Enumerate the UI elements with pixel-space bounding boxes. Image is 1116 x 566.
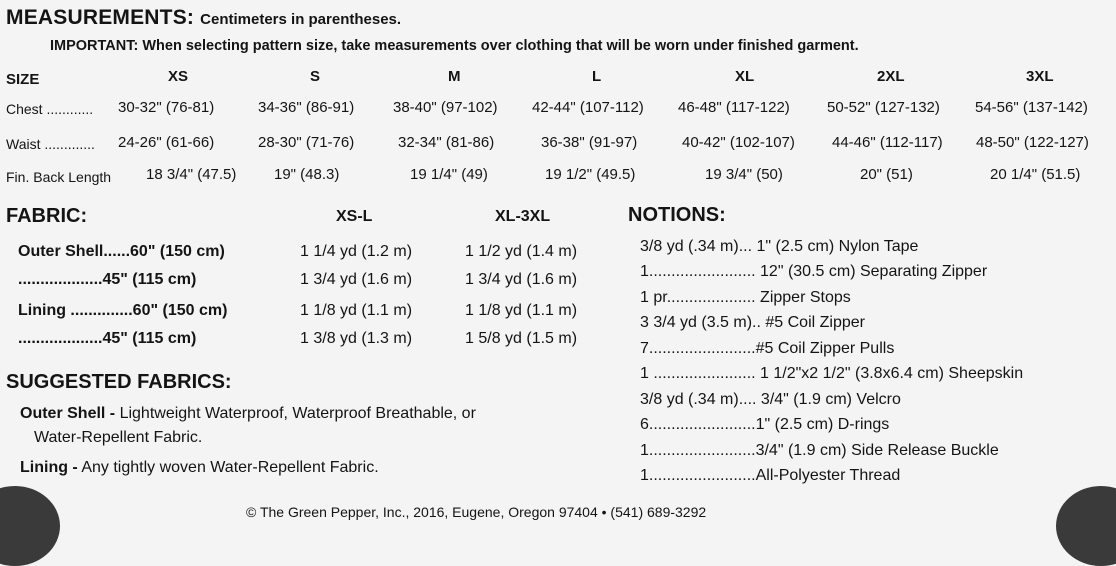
size-3xl: 3XL <box>1026 68 1054 85</box>
waist-xs: 24-26" (61-66) <box>118 134 215 151</box>
fabric-row-name: Outer Shell...... <box>18 243 131 260</box>
waist-m: 32-34" (81-86) <box>398 134 495 151</box>
size-xs: XS <box>168 68 189 85</box>
notion-item-9: 1........................3/4" (1.9 cm) Side Release Buckle <box>640 442 999 459</box>
fabric-title: FABRIC: <box>6 205 88 227</box>
chest-s: 34-36" (86-91) <box>258 99 355 116</box>
chest-3xl: 54-56" (137-142) <box>975 99 1088 116</box>
size-label: SIZE <box>6 71 40 88</box>
fabric-outer-45-xs: 1 3/4 yd (1.6 m) <box>300 271 413 288</box>
suggested-lining <box>20 459 379 477</box>
notion-item-1: 3/8 yd (.34 m)... 1" (2.5 cm) Nylon Tape <box>640 238 919 255</box>
back-m: 19 1/4" (49) <box>410 166 488 183</box>
size-l: L <box>592 68 602 85</box>
paper-edge-left <box>0 486 60 566</box>
paper-edge-right <box>1056 486 1116 566</box>
fabric-row-width: 45" (115 cm) <box>102 271 197 288</box>
back-xl: 19 3/4" (50) <box>705 166 783 183</box>
chest-xs: 30-32" (76-81) <box>118 99 215 116</box>
back-l: 19 1/2" (49.5) <box>545 166 636 183</box>
measurements-heading: MEASUREMENTS: <box>6 6 195 29</box>
fabric-row-outer-45 <box>18 271 196 289</box>
notion-item-2: 1........................ 12" (30.5 cm) Separating Zipper <box>640 263 988 280</box>
waist-label: Waist ............. <box>6 136 95 152</box>
suggested-lining-label: Lining - <box>20 459 78 476</box>
notion-item-5: 7........................#5 Coil Zipper Pulls <box>640 340 895 357</box>
suggested-outer-label: Outer Shell - <box>20 405 116 422</box>
chest-l: 42-44" (107-112) <box>532 99 644 116</box>
fabric-lining-60-xs: 1 1/8 yd (1.1 m) <box>300 302 413 319</box>
notion-item-4: 3 3/4 yd (3.5 m).. #5 Coil Zipper <box>640 314 865 331</box>
fabric-row-width: 60" (150 cm) <box>130 243 225 260</box>
fabric-lining-60-xl: 1 1/8 yd (1.1 m) <box>465 302 578 319</box>
fabric-row-name: ................... <box>18 330 103 347</box>
fabric-lining-45-xl: 1 5/8 yd (1.5 m) <box>465 330 578 347</box>
notions-title: NOTIONS: <box>628 204 726 226</box>
suggested-lining-text: Any tightly woven Water-Repellent Fabric. <box>81 459 379 476</box>
fabric-row-outer-60 <box>18 243 225 261</box>
suggested-outer-text2: Water-Repellent Fabric. <box>34 429 203 446</box>
fabric-outer-45-xl: 1 3/4 yd (1.6 m) <box>465 271 578 288</box>
chest-m: 38-40" (97-102) <box>393 99 498 116</box>
notion-item-10: 1........................All-Polyester Thread <box>640 467 901 484</box>
fabric-row-name: ................... <box>18 271 103 288</box>
back-3xl: 20 1/4" (51.5) <box>990 166 1081 183</box>
waist-xl: 40-42" (102-107) <box>682 134 795 151</box>
notion-item-3: 1 pr.................... Zipper Stops <box>640 289 851 306</box>
fabric-row-lining-45 <box>18 330 196 348</box>
fabric-row-width: 60" (150 cm) <box>132 302 228 319</box>
notion-item-6: 1 ....................... 1 1/2"x2 1/2" (3.8x6.4 cm) Sheepskin <box>640 365 1024 382</box>
fabric-col-xl-3xl: XL-3XL <box>495 208 551 225</box>
suggested-outer <box>20 405 476 423</box>
size-m: M <box>448 68 461 85</box>
back-xs: 18 3/4" (47.5) <box>146 166 237 183</box>
fabric-lining-45-xs: 1 3/8 yd (1.3 m) <box>300 330 413 347</box>
notion-item-7: 3/8 yd (.34 m).... 3/4" (1.9 cm) Velcro <box>640 391 901 408</box>
size-s: S <box>310 68 321 85</box>
footer-copyright: © The Green Pepper, Inc., 2016, Eugene, Oregon 97404 • (541) 689-3292 <box>246 504 707 520</box>
fabric-row-name: Lining .............. <box>18 302 133 319</box>
waist-3xl: 48-50" (122-127) <box>976 134 1089 151</box>
fabric-outer-60-xl: 1 1/2 yd (1.4 m) <box>465 243 578 260</box>
chest-xl: 46-48" (117-122) <box>678 99 790 116</box>
waist-2xl: 44-46" (112-117) <box>832 134 943 151</box>
back-2xl: 20" (51) <box>860 166 913 183</box>
waist-l: 36-38" (91-97) <box>541 134 638 151</box>
notion-item-8: 6........................1" (2.5 cm) D-rings <box>640 416 890 433</box>
waist-s: 28-30" (71-76) <box>258 134 355 151</box>
measurements-title <box>6 6 401 30</box>
fabric-row-width: 45" (115 cm) <box>102 330 197 347</box>
fabric-col-xs-l: XS-L <box>336 208 373 225</box>
chest-label: Chest ............ <box>6 101 94 117</box>
measurements-subtitle: Centimeters in parentheses. <box>200 11 402 28</box>
important-note: IMPORTANT: When selecting pattern size, take measurements over clothing that will be worn under finished garment. <box>50 38 859 54</box>
fabric-row-lining-60 <box>18 302 227 320</box>
suggested-outer-text: Lightweight Waterproof, Waterproof Breathable, or <box>119 405 476 422</box>
size-xl: XL <box>735 68 755 85</box>
fabric-outer-60-xs: 1 1/4 yd (1.2 m) <box>300 243 413 260</box>
chest-2xl: 50-52" (127-132) <box>827 99 940 116</box>
suggested-title: SUGGESTED FABRICS: <box>6 371 232 393</box>
back-s: 19" (48.3) <box>274 166 340 183</box>
back-length-label: Fin. Back Length <box>6 169 112 185</box>
size-2xl: 2XL <box>877 68 905 85</box>
